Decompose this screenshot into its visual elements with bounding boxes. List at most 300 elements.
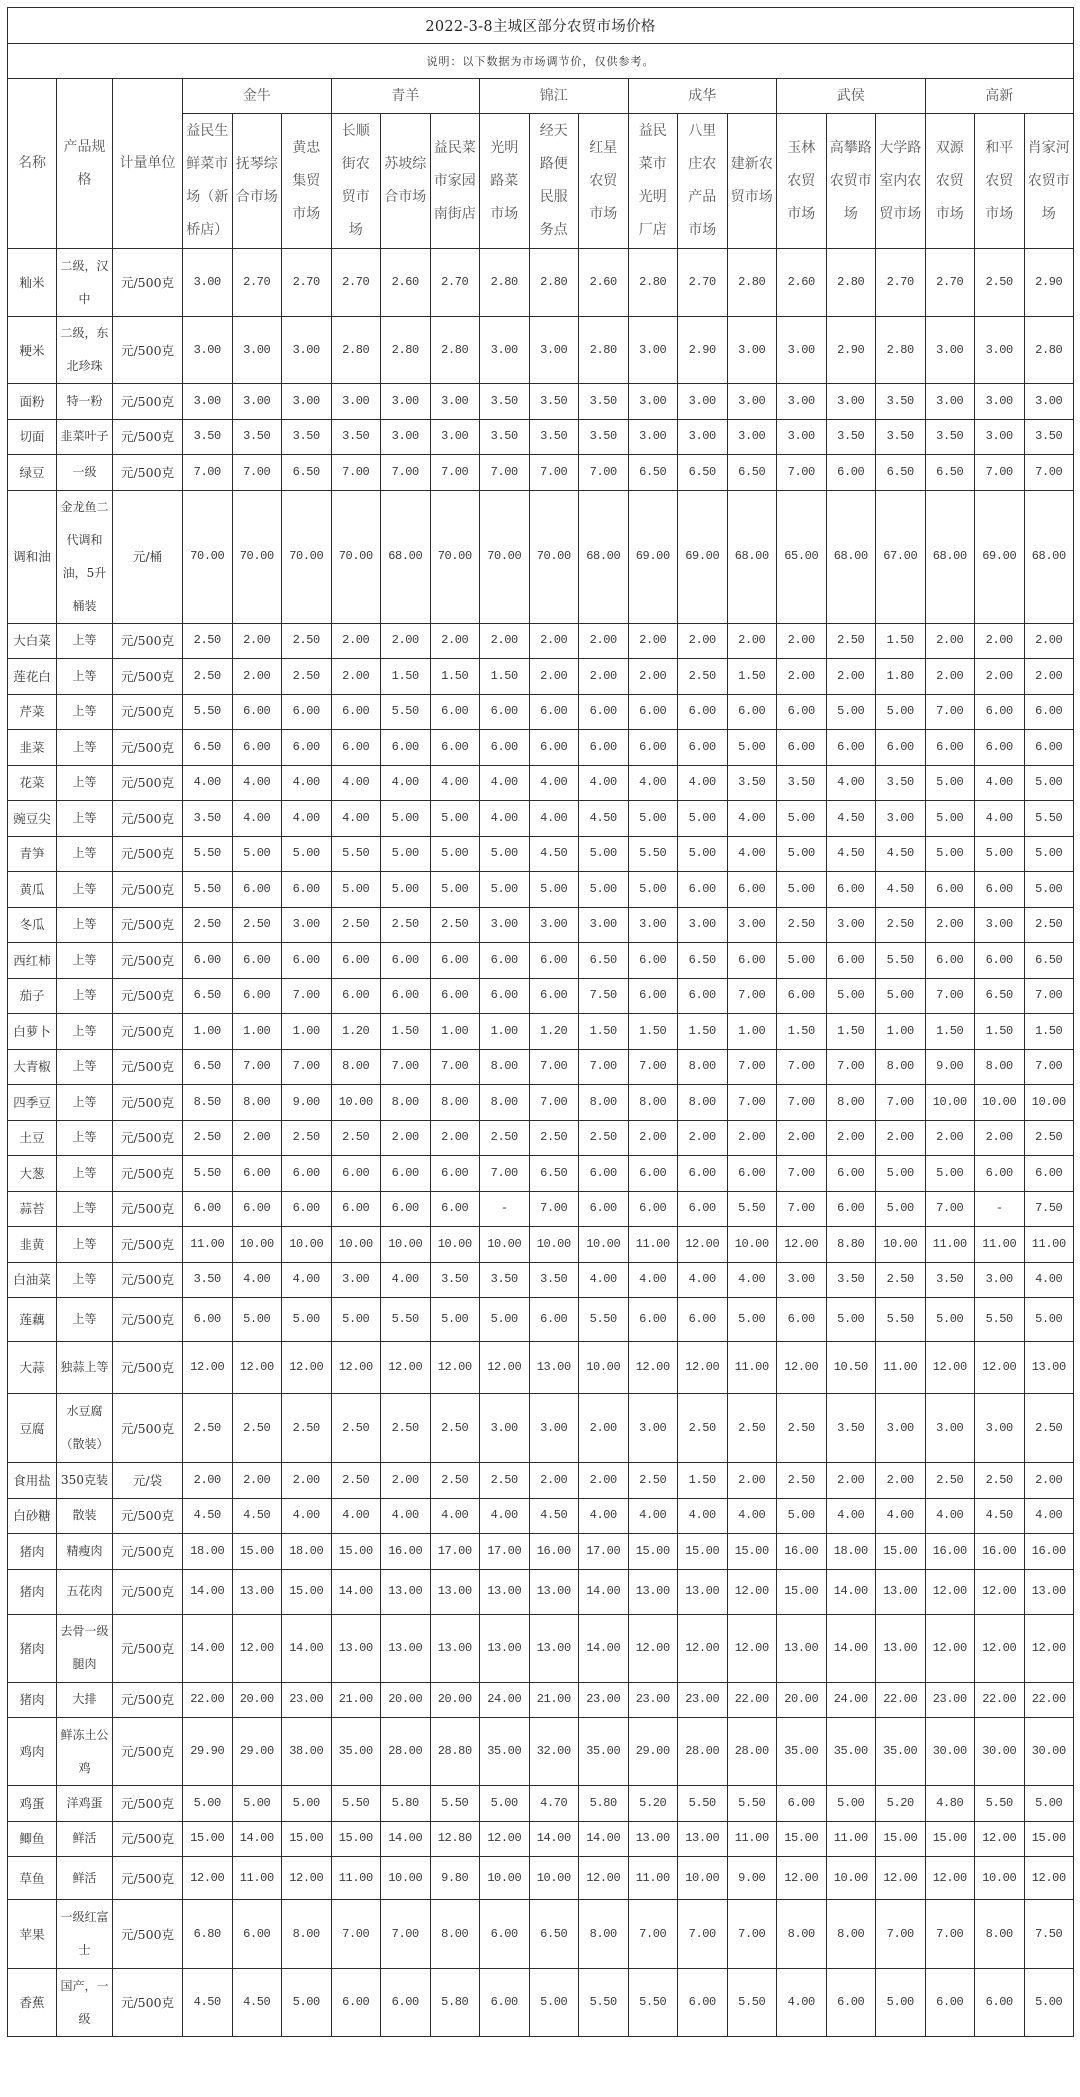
price-cell: 12.00 — [480, 1821, 530, 1857]
table-row — [8, 1463, 1074, 1499]
price-cell: 20.00 — [430, 1682, 480, 1718]
price-cell: 6.00 — [331, 1156, 381, 1192]
price-cell: 7.00 — [727, 978, 777, 1014]
price-cell: 8.00 — [975, 1900, 1025, 1969]
price-cell: 6.00 — [480, 1969, 530, 2037]
price-cell: 5.00 — [925, 836, 975, 872]
price-cell: 2.00 — [1024, 659, 1074, 695]
price-cell: 3.00 — [975, 384, 1025, 420]
price-cell: 3.00 — [975, 1394, 1025, 1463]
product-spec-cell: 上等 — [57, 659, 113, 695]
unit-cell: 元/500克 — [113, 1298, 183, 1342]
price-cell: 13.00 — [381, 1569, 431, 1614]
price-cell: 5.00 — [925, 765, 975, 801]
product-spec-cell: 350克装 — [57, 1463, 113, 1499]
price-cell: 2.50 — [282, 1120, 332, 1156]
district-header-row — [8, 79, 1074, 114]
price-cell: 3.00 — [975, 419, 1025, 455]
price-cell: 3.00 — [183, 384, 233, 420]
price-cell: 7.00 — [480, 455, 530, 491]
table-row — [8, 730, 1074, 766]
price-cell: 12.00 — [628, 1614, 678, 1682]
price-cell: 8.00 — [579, 1900, 629, 1969]
price-cell: 6.00 — [975, 872, 1025, 908]
table-row — [8, 1718, 1074, 1786]
market-header: 大学路室内农贸市场 — [876, 114, 926, 249]
price-cell: 2.00 — [381, 623, 431, 659]
price-cell: 6.00 — [727, 1156, 777, 1192]
price-cell: 2.00 — [628, 1120, 678, 1156]
price-cell: 12.80 — [430, 1821, 480, 1857]
price-cell: 12.00 — [925, 1614, 975, 1682]
price-cell: 13.00 — [628, 1821, 678, 1857]
price-cell: 5.00 — [232, 1786, 282, 1822]
product-name-cell: 大葱 — [8, 1156, 57, 1192]
price-cell: 7.00 — [925, 1900, 975, 1969]
product-spec-cell: 洋鸡蛋 — [57, 1786, 113, 1822]
price-cell: 6.00 — [678, 978, 728, 1014]
price-cell: 2.50 — [678, 659, 728, 695]
price-cell: 3.00 — [628, 419, 678, 455]
price-cell: 13.00 — [628, 1569, 678, 1614]
price-cell: 6.00 — [975, 943, 1025, 979]
price-cell: 7.00 — [579, 455, 629, 491]
price-cell: 6.00 — [826, 1969, 876, 2037]
price-cell: 1.80 — [876, 659, 926, 695]
price-cell: 2.00 — [331, 623, 381, 659]
price-cell: 11.00 — [727, 1821, 777, 1857]
product-spec-cell: 金龙鱼二代调和油，5升桶装 — [57, 490, 113, 623]
price-cell: 10.00 — [232, 1227, 282, 1263]
price-cell: 13.00 — [381, 1614, 431, 1682]
price-cell: 12.00 — [925, 1569, 975, 1614]
price-cell: 12.00 — [282, 1342, 332, 1394]
price-cell: 2.80 — [579, 317, 629, 384]
title-row — [8, 8, 1074, 44]
price-cell: 1.20 — [529, 1014, 579, 1050]
price-cell: 4.00 — [1024, 1498, 1074, 1534]
price-cell: 5.00 — [381, 801, 431, 837]
price-cell: 4.50 — [183, 1498, 233, 1534]
product-name-cell: 香蕉 — [8, 1969, 57, 2037]
price-cell: 1.00 — [183, 1014, 233, 1050]
price-cell: 3.50 — [925, 419, 975, 455]
product-spec-cell: 去骨一级腿肉 — [57, 1614, 113, 1682]
price-cell: 5.50 — [975, 1786, 1025, 1822]
price-cell: 2.00 — [826, 1463, 876, 1499]
price-cell: - — [480, 1191, 530, 1227]
price-cell: 10.00 — [975, 1857, 1025, 1900]
price-cell: 8.00 — [430, 1085, 480, 1121]
price-cell: 2.70 — [678, 249, 728, 317]
price-cell: 4.50 — [876, 836, 926, 872]
table-row — [8, 1786, 1074, 1822]
price-cell: 5.50 — [727, 1786, 777, 1822]
price-cell: 15.00 — [183, 1821, 233, 1857]
price-cell: 7.00 — [1024, 455, 1074, 491]
price-cell: 6.00 — [480, 694, 530, 730]
price-cell: 13.00 — [1024, 1342, 1074, 1394]
price-cell: 8.00 — [480, 1049, 530, 1085]
price-cell: 6.00 — [579, 694, 629, 730]
price-cell: 8.00 — [678, 1085, 728, 1121]
price-cell: 3.50 — [925, 1262, 975, 1298]
price-cell: 6.00 — [381, 1969, 431, 2037]
price-cell: 5.00 — [232, 1298, 282, 1342]
price-cell: 6.00 — [975, 1156, 1025, 1192]
price-cell: 3.00 — [529, 317, 579, 384]
price-cell: 1.20 — [331, 1014, 381, 1050]
price-cell: 7.00 — [925, 978, 975, 1014]
price-cell: 6.00 — [678, 1191, 728, 1227]
market-header: 高攀路农贸市场 — [826, 114, 876, 249]
price-cell: 3.00 — [975, 1262, 1025, 1298]
price-cell: 6.00 — [331, 1969, 381, 2037]
product-spec-cell: 鲜活 — [57, 1821, 113, 1857]
price-cell: 5.00 — [430, 872, 480, 908]
market-header: 经天路便民服务点 — [529, 114, 579, 249]
price-cell: 5.00 — [628, 801, 678, 837]
price-cell: 1.50 — [628, 1014, 678, 1050]
price-cell: 6.00 — [282, 1156, 332, 1192]
price-cell: 2.00 — [529, 659, 579, 695]
price-cell: 10.00 — [282, 1227, 332, 1263]
price-cell: 5.00 — [480, 872, 530, 908]
price-cell: 6.00 — [975, 694, 1025, 730]
price-cell: 7.00 — [232, 455, 282, 491]
price-cell: 7.00 — [529, 1085, 579, 1121]
product-spec-cell: 特一粉 — [57, 384, 113, 420]
price-cell: 5.50 — [381, 1298, 431, 1342]
price-cell: 2.80 — [628, 249, 678, 317]
price-cell: 5.00 — [925, 801, 975, 837]
product-spec-cell: 上等 — [57, 1298, 113, 1342]
price-cell: 12.00 — [876, 1857, 926, 1900]
price-cell: 2.00 — [628, 659, 678, 695]
unit-cell: 元/500克 — [113, 1969, 183, 2037]
price-cell: 3.00 — [678, 907, 728, 943]
price-cell: 2.80 — [331, 317, 381, 384]
price-cell: 4.00 — [529, 801, 579, 837]
district-header-chenghua: 成华 — [628, 79, 777, 114]
price-cell: 7.00 — [282, 1049, 332, 1085]
price-cell: 14.00 — [529, 1821, 579, 1857]
unit-cell: 元/500克 — [113, 623, 183, 659]
price-cell: 15.00 — [1024, 1821, 1074, 1857]
price-cell: 3.00 — [480, 317, 530, 384]
price-cell: 68.00 — [1024, 490, 1074, 623]
table-row — [8, 1969, 1074, 2037]
price-cell: 2.50 — [975, 1463, 1025, 1499]
price-cell: 3.00 — [628, 1394, 678, 1463]
price-cell: 2.80 — [529, 249, 579, 317]
price-cell: 6.50 — [727, 455, 777, 491]
price-cell: 5.50 — [183, 872, 233, 908]
price-cell: 5.00 — [777, 943, 827, 979]
unit-cell: 元/500克 — [113, 455, 183, 491]
price-cell: 7.00 — [579, 1049, 629, 1085]
product-name-cell: 食用盐 — [8, 1463, 57, 1499]
price-cell: 10.00 — [480, 1227, 530, 1263]
price-cell: 17.00 — [430, 1534, 480, 1570]
price-cell: 11.00 — [232, 1857, 282, 1900]
price-cell: 6.00 — [579, 1156, 629, 1192]
price-cell: 4.50 — [232, 1498, 282, 1534]
price-cell: 7.50 — [579, 978, 629, 1014]
price-cell: 13.00 — [1024, 1569, 1074, 1614]
price-cell: 6.00 — [678, 1298, 728, 1342]
price-cell: 35.00 — [331, 1718, 381, 1786]
price-cell: 13.00 — [331, 1614, 381, 1682]
price-cell: 6.50 — [579, 943, 629, 979]
product-name-cell: 鲫鱼 — [8, 1821, 57, 1857]
price-cell: 6.00 — [628, 1191, 678, 1227]
price-cell: 4.00 — [628, 765, 678, 801]
price-cell: 12.00 — [430, 1342, 480, 1394]
price-cell: 2.00 — [232, 623, 282, 659]
table-row — [8, 249, 1074, 317]
price-cell: 2.00 — [876, 1120, 926, 1156]
table-row — [8, 836, 1074, 872]
price-cell: 4.80 — [925, 1786, 975, 1822]
price-cell: 35.00 — [579, 1718, 629, 1786]
price-cell: 3.50 — [777, 765, 827, 801]
price-cell: 12.00 — [777, 1342, 827, 1394]
price-cell: 3.00 — [876, 1394, 926, 1463]
price-cell: 3.50 — [1024, 419, 1074, 455]
price-cell: 9.00 — [925, 1049, 975, 1085]
price-cell: 7.50 — [1024, 1191, 1074, 1227]
price-cell: 7.00 — [282, 978, 332, 1014]
price-cell: 12.00 — [381, 1342, 431, 1394]
price-cell: 6.00 — [727, 694, 777, 730]
price-cell: 3.50 — [727, 765, 777, 801]
price-cell: 4.00 — [826, 765, 876, 801]
price-cell: 6.00 — [826, 1191, 876, 1227]
price-cell: 5.50 — [727, 1969, 777, 2037]
price-cell: 2.70 — [925, 249, 975, 317]
price-cell: 5.00 — [777, 872, 827, 908]
price-cell: 17.00 — [579, 1534, 629, 1570]
price-cell: 9.80 — [430, 1857, 480, 1900]
price-cell: 70.00 — [529, 490, 579, 623]
price-cell: 12.00 — [232, 1614, 282, 1682]
product-spec-cell: 上等 — [57, 907, 113, 943]
price-cell: 5.50 — [628, 836, 678, 872]
price-cell: 16.00 — [381, 1534, 431, 1570]
unit-cell: 元/500克 — [113, 1821, 183, 1857]
product-spec-cell: 二级，东北珍珠 — [57, 317, 113, 384]
price-cell: 5.00 — [1024, 836, 1074, 872]
column-header-unit: 计量单位 — [113, 79, 183, 249]
price-cell: 2.60 — [381, 249, 431, 317]
product-spec-cell: 上等 — [57, 694, 113, 730]
price-cell: 2.00 — [876, 1463, 926, 1499]
price-cell: 10.00 — [430, 1227, 480, 1263]
price-cell: 3.50 — [579, 419, 629, 455]
price-cell: 15.00 — [727, 1534, 777, 1570]
price-cell: 4.00 — [232, 801, 282, 837]
price-cell: 14.00 — [826, 1614, 876, 1682]
price-cell: 5.00 — [678, 801, 728, 837]
product-name-cell: 豆腐 — [8, 1394, 57, 1463]
price-cell: 20.00 — [777, 1682, 827, 1718]
price-cell: 14.00 — [282, 1614, 332, 1682]
product-name-cell: 籼米 — [8, 249, 57, 317]
price-cell: 12.00 — [183, 1857, 233, 1900]
price-cell: 7.00 — [727, 1900, 777, 1969]
table-row — [8, 490, 1074, 623]
price-cell: 4.50 — [579, 801, 629, 837]
price-cell: 6.00 — [282, 872, 332, 908]
product-name-cell: 西红柿 — [8, 943, 57, 979]
price-cell: 7.00 — [381, 455, 431, 491]
price-cell: 2.00 — [975, 623, 1025, 659]
price-cell: 12.00 — [628, 1342, 678, 1394]
price-cell: 3.00 — [381, 419, 431, 455]
price-cell: 6.00 — [232, 978, 282, 1014]
price-cell: 4.00 — [232, 765, 282, 801]
price-cell: 13.00 — [232, 1569, 282, 1614]
price-cell: 2.70 — [282, 249, 332, 317]
price-cell: 7.00 — [925, 694, 975, 730]
table-row — [8, 1227, 1074, 1263]
market-header: 肖家河农贸市场 — [1024, 114, 1074, 249]
price-cell: 7.00 — [727, 1085, 777, 1121]
price-cell: 1.50 — [777, 1014, 827, 1050]
price-cell: 2.00 — [777, 1120, 827, 1156]
table-row — [8, 1120, 1074, 1156]
price-cell: 13.00 — [777, 1614, 827, 1682]
price-cell: 6.00 — [430, 730, 480, 766]
price-cell: 6.00 — [232, 1900, 282, 1969]
price-cell: 2.50 — [480, 1120, 530, 1156]
price-cell: 28.00 — [381, 1718, 431, 1786]
price-cell: 23.00 — [678, 1682, 728, 1718]
price-cell: 18.00 — [826, 1534, 876, 1570]
price-cell: 6.00 — [826, 455, 876, 491]
price-cell: 6.00 — [727, 943, 777, 979]
price-cell: 15.00 — [876, 1534, 926, 1570]
price-cell: 3.00 — [727, 419, 777, 455]
price-cell: 2.00 — [628, 623, 678, 659]
price-cell: 5.00 — [876, 694, 926, 730]
price-cell: 14.00 — [826, 1569, 876, 1614]
price-cell: 6.80 — [183, 1900, 233, 1969]
price-cell: 7.00 — [430, 455, 480, 491]
product-name-cell: 韭菜 — [8, 730, 57, 766]
price-cell: 29.90 — [183, 1718, 233, 1786]
price-cell: 16.00 — [777, 1534, 827, 1570]
price-cell: 7.50 — [1024, 1900, 1074, 1969]
price-cell: 11.00 — [628, 1857, 678, 1900]
unit-cell: 元/500克 — [113, 1262, 183, 1298]
product-spec-cell: 上等 — [57, 1191, 113, 1227]
table-row — [8, 801, 1074, 837]
price-cell: 2.00 — [1024, 1463, 1074, 1499]
price-cell: 70.00 — [232, 490, 282, 623]
price-cell: 12.00 — [480, 1342, 530, 1394]
unit-cell: 元/500克 — [113, 1191, 183, 1227]
unit-cell: 元/500克 — [113, 978, 183, 1014]
price-cell: 4.00 — [381, 1498, 431, 1534]
price-cell: 6.50 — [925, 455, 975, 491]
price-cell: 6.00 — [727, 872, 777, 908]
price-cell: 67.00 — [876, 490, 926, 623]
price-cell: 5.00 — [1024, 1969, 1074, 2037]
price-cell: 3.50 — [529, 1262, 579, 1298]
price-cell: 4.00 — [876, 1498, 926, 1534]
table-row — [8, 659, 1074, 695]
unit-cell: 元/500克 — [113, 1718, 183, 1786]
unit-cell: 元/500克 — [113, 1085, 183, 1121]
price-cell: 3.00 — [777, 419, 827, 455]
product-name-cell: 切面 — [8, 419, 57, 455]
price-cell: 2.00 — [678, 1120, 728, 1156]
price-cell: 6.00 — [430, 943, 480, 979]
price-cell: 7.00 — [381, 1900, 431, 1969]
price-cell: 4.50 — [876, 872, 926, 908]
price-cell: 7.00 — [876, 1085, 926, 1121]
price-cell: 2.00 — [430, 1120, 480, 1156]
price-cell: 6.00 — [1024, 730, 1074, 766]
price-cell: 4.00 — [579, 1262, 629, 1298]
price-cell: 5.00 — [430, 1298, 480, 1342]
price-cell: 2.50 — [727, 1394, 777, 1463]
price-cell: 2.80 — [430, 317, 480, 384]
price-cell: 7.00 — [777, 1085, 827, 1121]
price-cell: 2.00 — [381, 1463, 431, 1499]
price-cell: 7.00 — [331, 1900, 381, 1969]
price-cell: 3.00 — [183, 249, 233, 317]
price-cell: 2.80 — [480, 249, 530, 317]
product-spec-cell: 上等 — [57, 1156, 113, 1192]
unit-cell: 元/500克 — [113, 1120, 183, 1156]
price-cell: 10.50 — [826, 1342, 876, 1394]
table-row — [8, 419, 1074, 455]
price-cell: 12.00 — [282, 1857, 332, 1900]
product-spec-cell: 上等 — [57, 872, 113, 908]
price-cell: 3.00 — [826, 907, 876, 943]
price-cell: 3.50 — [529, 419, 579, 455]
price-cell: 10.00 — [826, 1857, 876, 1900]
price-cell: 8.00 — [579, 1085, 629, 1121]
product-name-cell: 冬瓜 — [8, 907, 57, 943]
price-cell: 3.50 — [876, 765, 926, 801]
market-header: 和平农贸市场 — [975, 114, 1025, 249]
product-name-cell: 鸡肉 — [8, 1718, 57, 1786]
price-cell: 11.00 — [183, 1227, 233, 1263]
price-cell: 6.00 — [678, 694, 728, 730]
price-cell: 12.00 — [975, 1342, 1025, 1394]
price-cell: 11.00 — [331, 1857, 381, 1900]
price-cell: 22.00 — [876, 1682, 926, 1718]
market-header: 益民菜市家园南街店 — [430, 114, 480, 249]
price-cell: 1.50 — [925, 1014, 975, 1050]
price-cell: 11.00 — [727, 1342, 777, 1394]
price-cell: 3.00 — [925, 384, 975, 420]
price-cell: 18.00 — [282, 1534, 332, 1570]
price-cell: 6.00 — [628, 1298, 678, 1342]
price-cell: 1.00 — [282, 1014, 332, 1050]
price-cell: 35.00 — [777, 1718, 827, 1786]
price-cell: 4.00 — [579, 765, 629, 801]
price-cell: 10.00 — [529, 1857, 579, 1900]
price-cell: 14.00 — [331, 1569, 381, 1614]
price-cell: 12.00 — [232, 1342, 282, 1394]
price-cell: 3.50 — [876, 384, 926, 420]
table-row — [8, 623, 1074, 659]
